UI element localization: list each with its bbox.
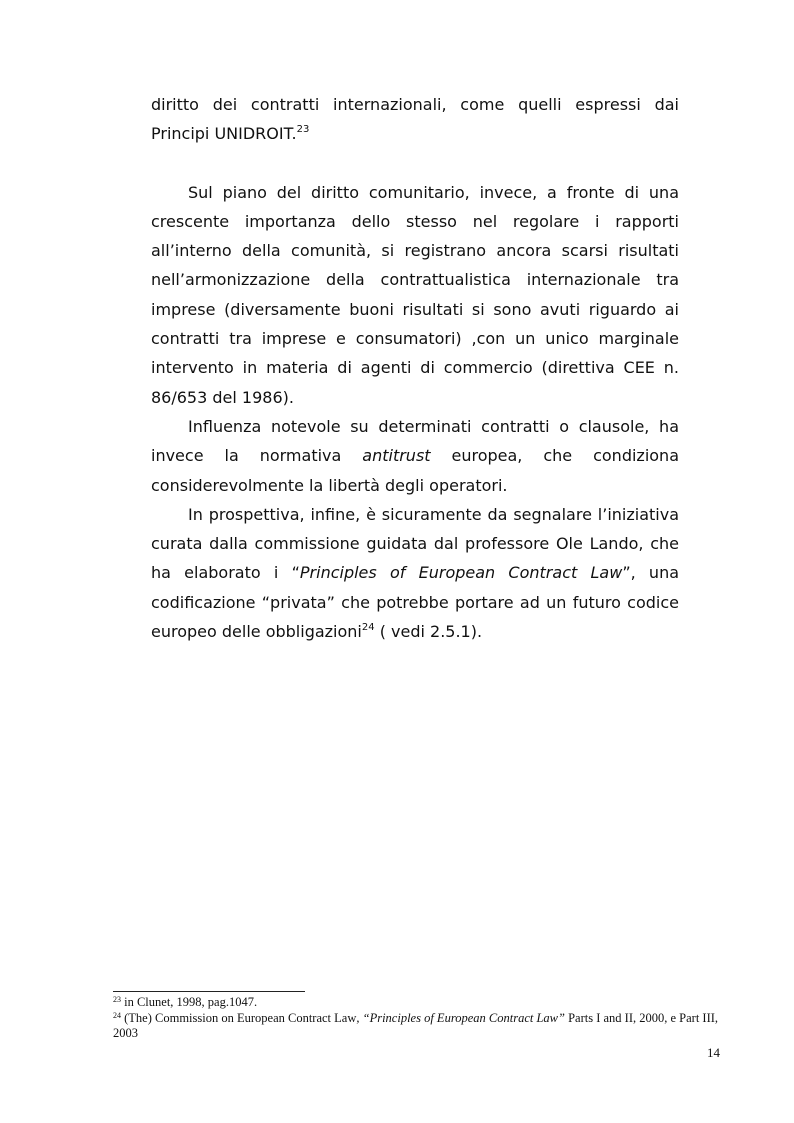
paragraph-antitrust: Influenza notevole su determinati contratti o clausole, ha invece la normativa antitrust europea, che condiziona considerevolmente la libertà degli operatori. (151, 416, 680, 495)
footnote-ref-24[interactable]: 24 (361, 622, 375, 634)
footnote-separator (113, 991, 305, 992)
paragraph-continuation: diritto dei contratti internazionali, come quelli espressi dai Principi UNIDROIT.$^{23}$ (151, 95, 679, 144)
footnotes (113, 995, 723, 1042)
paragraph-lando-commission: In prospettiva, infine, è sicuramente da segnalare l’iniziativa curata dalla commissione guidata dal professore Ole Lando, che ha elaborato i “Principles of European Contract Law”, una codificazione “privata” che potrebbe portare ad un futuro codice europeo delle obbligazioni$^{24}$ ( vedi 2.5.1). (151, 504, 680, 642)
body-text (151, 90, 679, 646)
paragraph-eu-law: Sul piano del diritto comunitario, invece, a fronte di una crescente importanza dello stesso nel regolare i rapporti all’interno della comunità, si registrano ancora scarsi risultati nell’armonizzazione della contrattualistica internazionale tra imprese (diversamente buoni risultati si sono avuti riguardo ai contratti tra imprese e consumatori) ,con un unico marginale intervento in materia di agenti di commercio (direttiva CEE n. 86/653 del 1986). (151, 182, 679, 407)
footnote-ref-23[interactable]: 23 (296, 124, 310, 136)
footnote-24: $^{24}$ (The) Commission on European Contract Law, “Principles of European Contract Law” Parts I and II, 2000, e Part III, 2003 (113, 1010, 719, 1040)
footnote-23: $^{23}$ in Clunet, 1998, pag.1047. (113, 995, 258, 1009)
page-number: 14 (707, 1045, 720, 1060)
